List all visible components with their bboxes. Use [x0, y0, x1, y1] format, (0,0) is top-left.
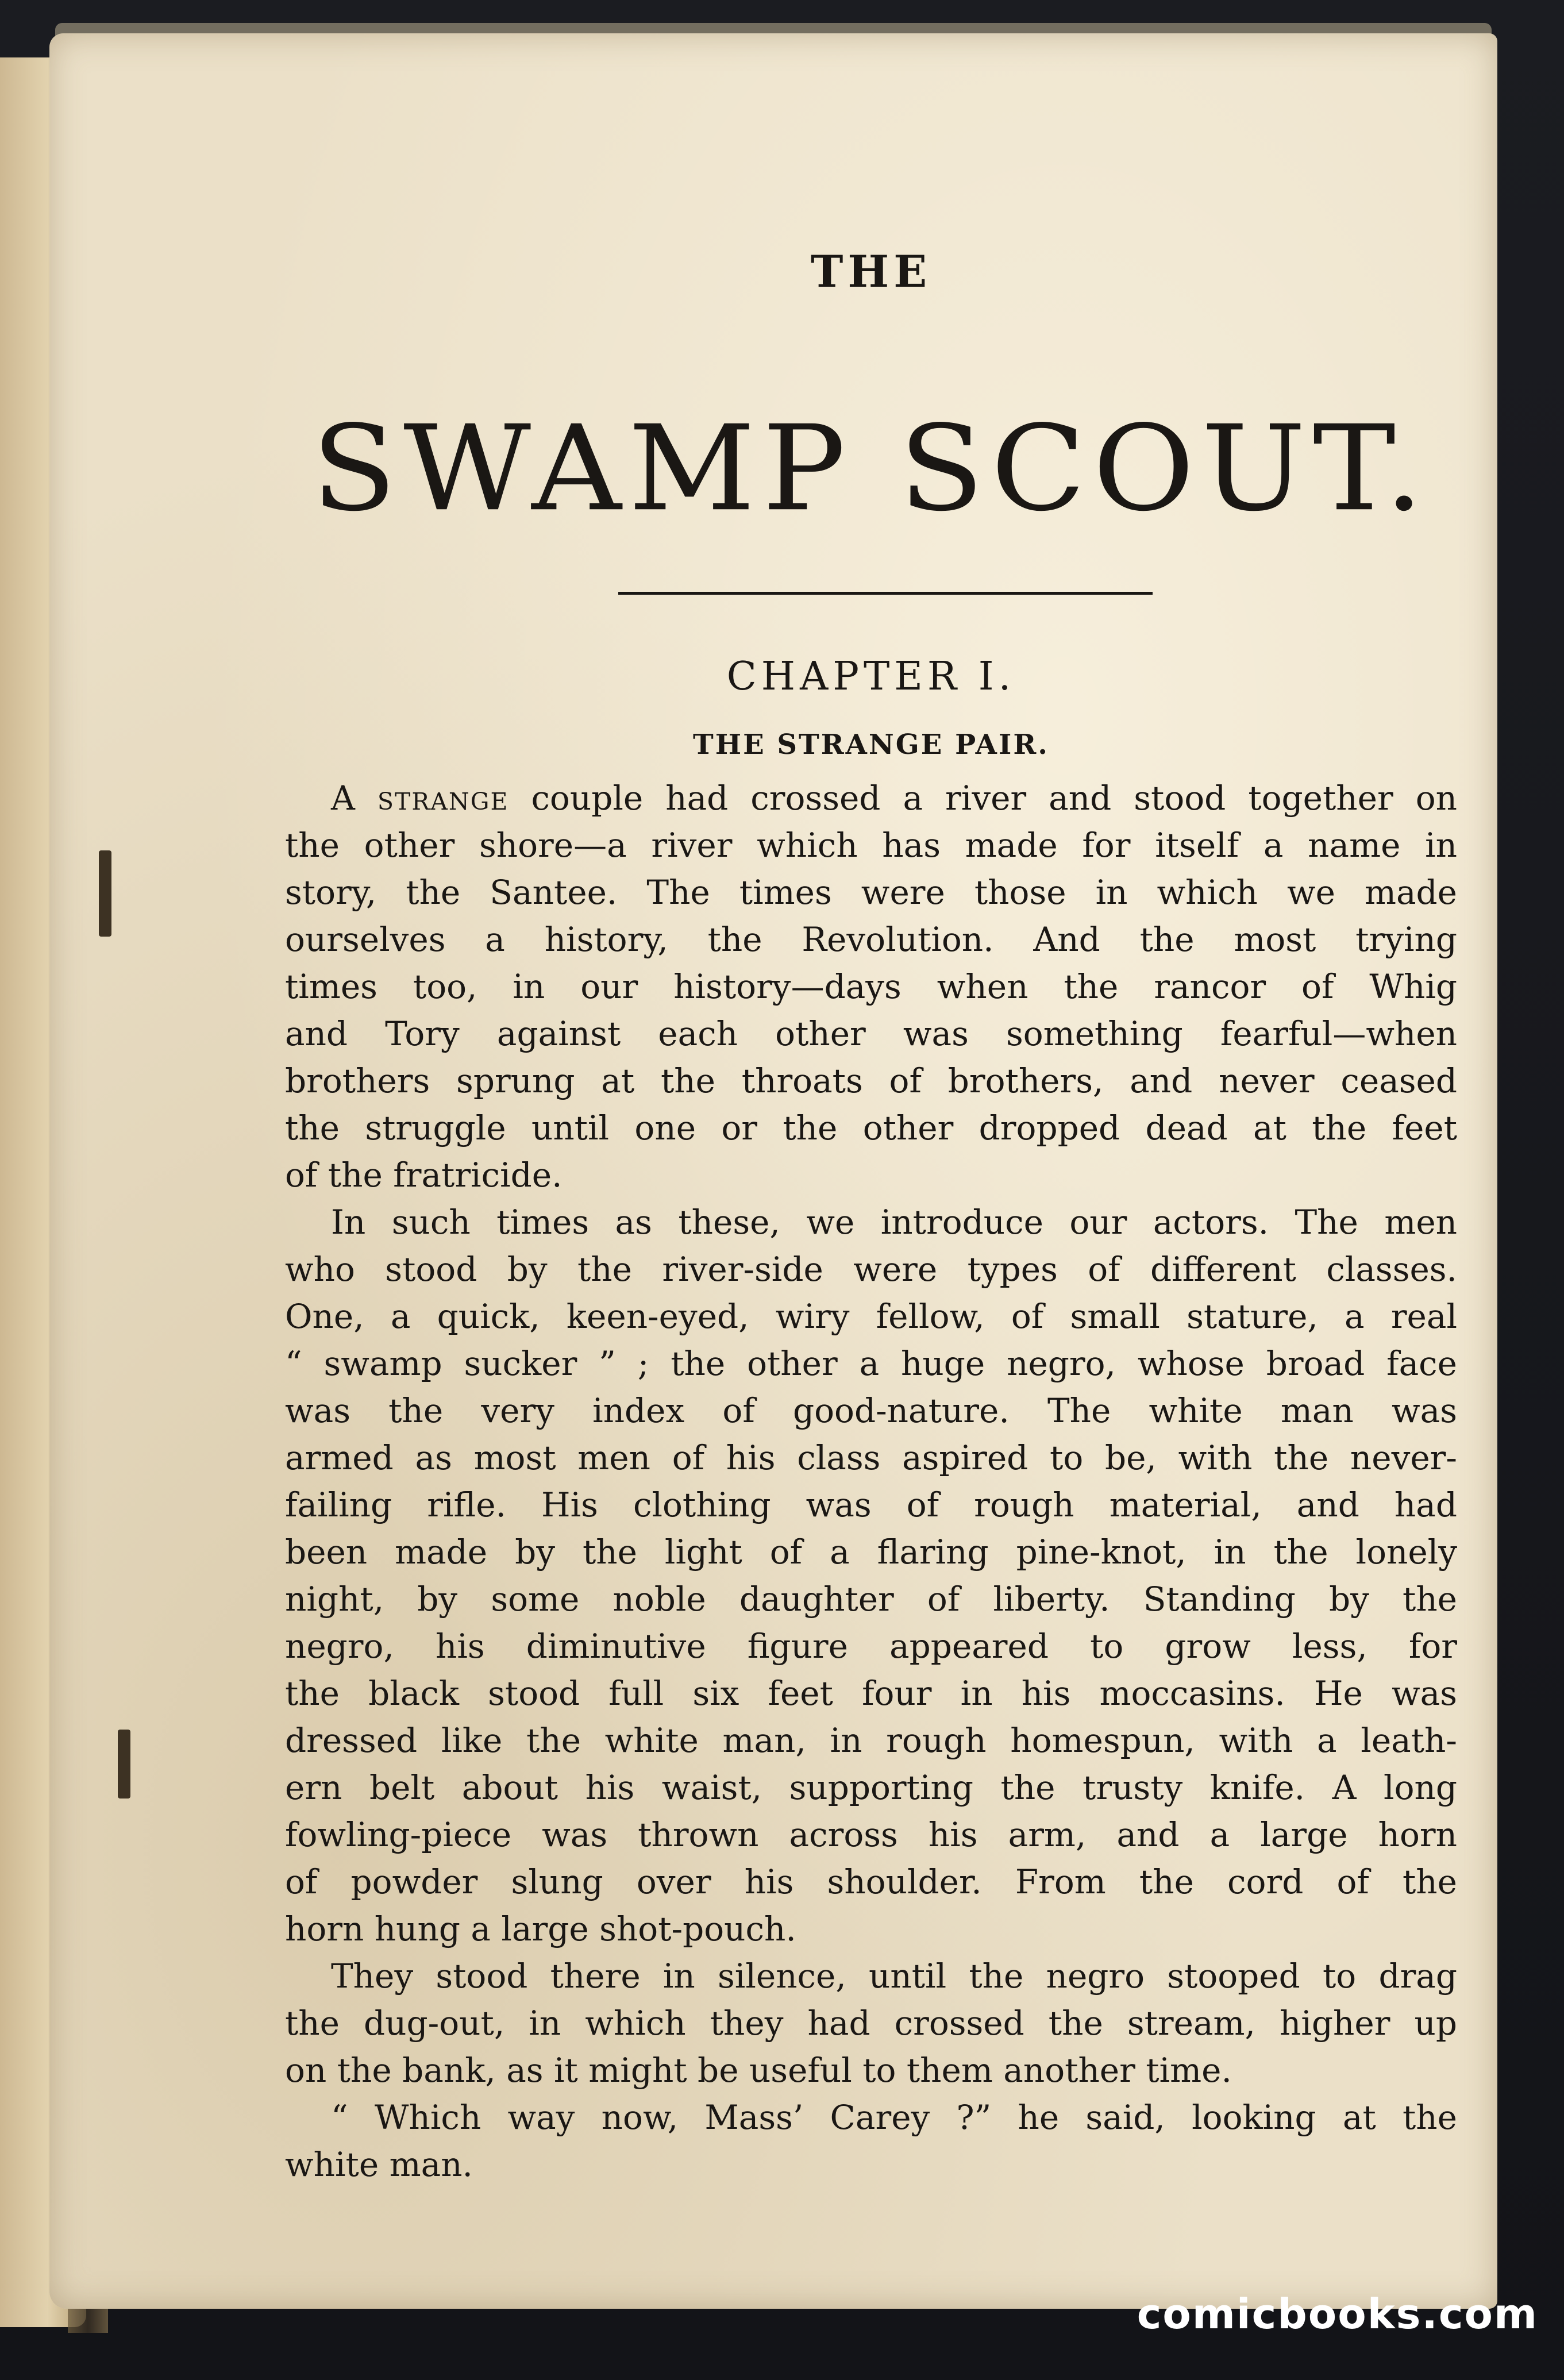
paragraph-line: brothers sprung at the throats of brothers, and never ceased — [285, 1061, 1457, 1100]
paragraph-line: the other shore—a river which has made for itself a name in — [285, 826, 1457, 865]
paragraph-line: story, the Santee. The times were those in which we made — [285, 873, 1457, 912]
paragraph-line: ern belt about his waist, supporting the trusty knife. A long — [285, 1768, 1457, 1807]
paragraph-line: the dug-out, in which they had crossed the stream, higher up — [285, 2004, 1457, 2043]
paragraph-line: of the fratricide. — [285, 1156, 563, 1195]
paragraph-line: the struggle until one or the other dropped dead at the feet — [285, 1108, 1457, 1147]
opening-letter: A — [331, 779, 355, 818]
paragraph-line: They stood there in silence, until the negro stooped to drag — [331, 1957, 1457, 1996]
paragraph-line: was the very index of good-nature. The white man was — [285, 1391, 1457, 1430]
title-article: THE — [810, 246, 932, 297]
paragraph-line: ourselves a history, the Revolution. And the most trying — [285, 920, 1457, 959]
paragraph-line: In such times as these, we introduce our actors. The men — [331, 1203, 1457, 1242]
paragraph-line: One, a quick, keen-eyed, wiry fellow, of small stature, a real — [285, 1297, 1457, 1336]
paragraph-line: times too, in our history—days when the rancor of Whig — [285, 967, 1457, 1006]
paragraph-line: of powder slung over his shoulder. From the cord of the — [285, 1862, 1457, 1901]
paragraph-line: dressed like the white man, in rough homespun, with a leath- — [285, 1721, 1457, 1760]
paragraph-line: the black stood full six feet four in his moccasins. He was — [285, 1674, 1457, 1713]
paragraph-line: negro, his diminutive figure appeared to grow less, for — [285, 1627, 1457, 1666]
paragraph-line: fowling-piece was thrown across his arm, and a large horn — [285, 1815, 1457, 1854]
page-content — [285, 33, 1457, 2309]
paragraph-line: who stood by the river-side were types of different classes. — [285, 1250, 1457, 1289]
title-rule — [618, 592, 1153, 595]
book-page — [49, 33, 1497, 2309]
opening-smallcaps: strange — [377, 779, 509, 818]
paragraph-line: failing rifle. His clothing was of rough material, and had — [285, 1485, 1457, 1524]
binding-staple — [99, 850, 111, 937]
paragraph-line: been made by the light of a flaring pine-knot, in the lonely — [285, 1532, 1457, 1572]
paragraph-line: night, by some noble daughter of liberty. Standing by the — [285, 1580, 1457, 1619]
paragraph-line: armed as most men of his class aspired to be, with the never- — [285, 1438, 1457, 1477]
paragraph-line: “ swamp sucker ” ; the other a huge negro, whose broad face — [285, 1344, 1457, 1383]
chapter-title: THE STRANGE PAIR. — [693, 729, 1049, 761]
paragraph-line: and Tory against each other was something fearful—when — [285, 1014, 1457, 1053]
watermark-text: comicbooks.com — [1137, 2290, 1538, 2338]
paragraph-line: white man. — [285, 2145, 473, 2184]
book-title: SWAMP SCOUT. — [311, 400, 1431, 537]
chapter-heading: CHAPTER I. — [726, 654, 1016, 699]
paragraph-line: A strange couple had crossed a river and stood together on — [331, 779, 1458, 818]
paragraph-line: on the bank, as it might be useful to them another time. — [285, 2051, 1232, 2090]
paragraph-line: horn hung a large shot-pouch. — [285, 1909, 796, 1948]
binding-staple — [118, 1730, 130, 1799]
paragraph-line: “ Which way now, Mass’ Carey ?” he said, looking at the — [331, 2098, 1457, 2137]
